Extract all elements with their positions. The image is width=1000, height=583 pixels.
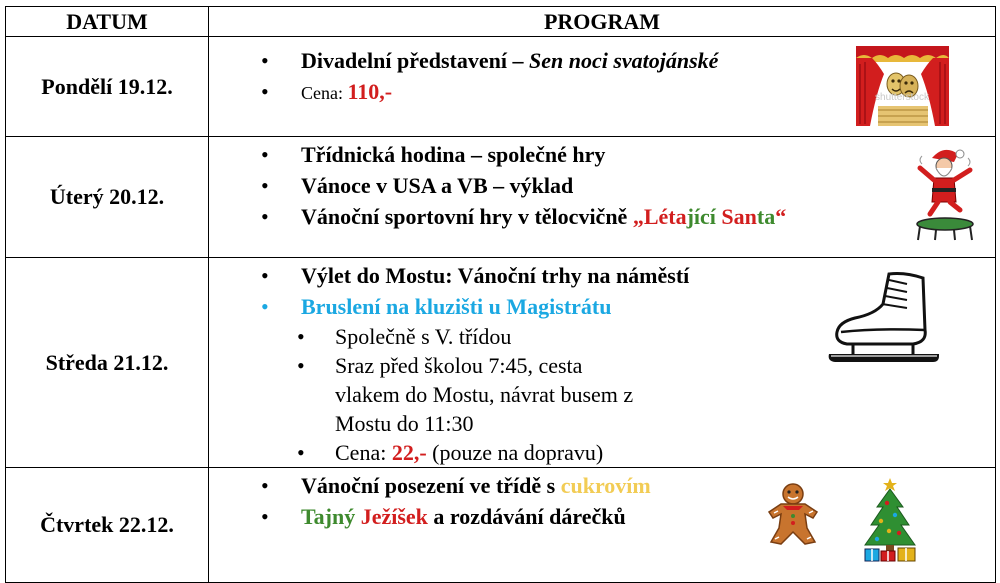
theater-stage-icon [854,44,951,128]
gingerbread-man-icon [765,482,821,546]
date-header: DATUM [6,7,209,37]
highlight-word: cukrovím [560,473,651,498]
day-cell-thursday: Čtvrtek 22.12. [6,468,209,583]
santa-trampoline-icon [914,144,976,242]
list-item: • Třídnická hodina – společné hry [209,139,995,170]
list-item: • Bruslení na kluzišti u Magistrátu [209,291,995,322]
list-item: • Vánoční sportovní hry v tělocvičně „Létající Santa“ [209,201,995,232]
table-row [6,258,996,468]
day-cell-monday: Pondělí 19.12. [6,37,209,137]
christmas-tree-icon [861,477,919,563]
list-item: • Cena: 22,- (pouze na dopravu) [209,438,645,467]
table-row [6,137,996,258]
list-item: • Vánoční posezení ve třídě s cukrovím [209,470,995,501]
list-item: • Výlet do Mostu: Vánoční trhy na náměstí [209,260,995,291]
program-cell-wednesday [209,258,996,468]
program-cell-tuesday [209,137,996,258]
price: 110,- [347,79,393,104]
price: 22,- [391,440,427,465]
list-item: • Vánoce v USA a VB – výklad [209,170,995,201]
list-item: • Společně s V. třídou [209,322,645,351]
list-item: • Divadelní představení – Sen noci svatojánské [209,45,995,76]
program-list [209,137,995,232]
table-row [6,468,996,583]
day-cell-wednesday: Středa 21.12. [6,258,209,468]
list-item: • Cena: 110,- [209,76,995,109]
play-title: Sen noci svatojánské [528,48,719,73]
watermark-text: shutterstock [875,92,929,103]
table-row [6,37,996,137]
program-cell-monday [209,37,996,137]
program-cell-thursday [209,468,996,583]
header-row [6,7,996,37]
day-cell-tuesday: Úterý 20.12. [6,137,209,258]
program-header: PROGRAM [209,7,996,37]
list-item: • Tajný Ježíšek a rozdávání dárečků [209,501,995,532]
list-item: • Sraz před školou 7:45, cesta vlakem do Mostu, návrat busem z Mostu do 11:30 [209,351,645,438]
schedule-table [5,6,996,583]
ice-skate-icon [827,270,942,368]
